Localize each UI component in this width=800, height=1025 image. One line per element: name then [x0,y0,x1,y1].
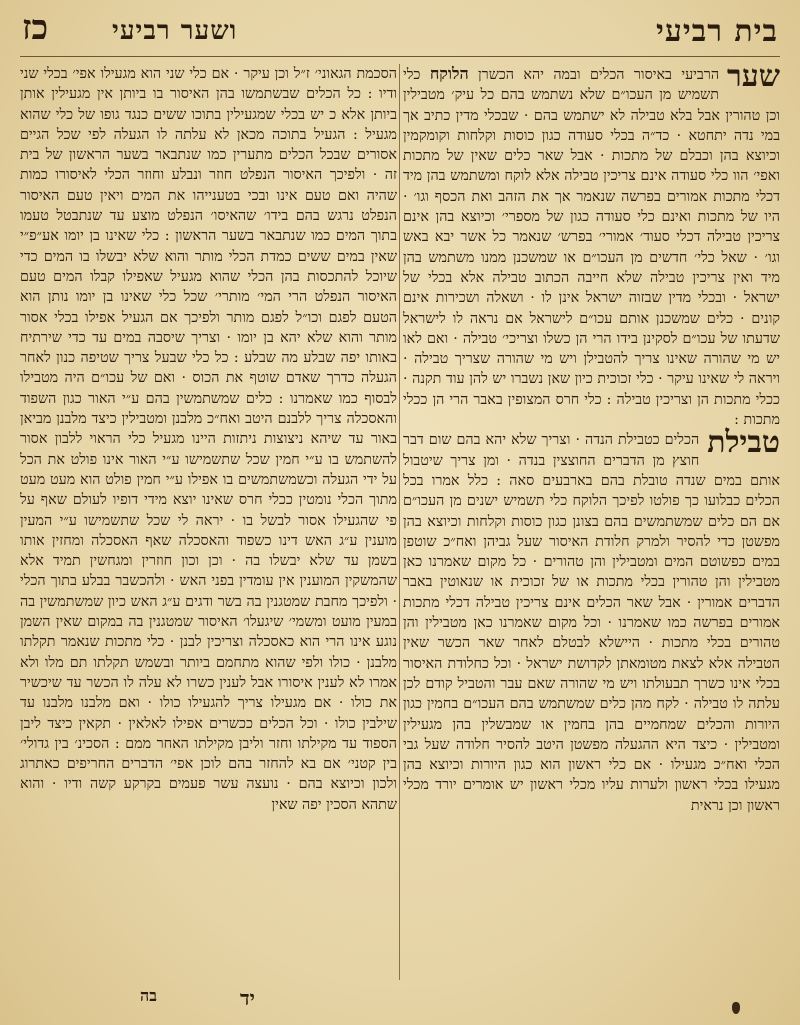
subheading-tevilat: טבילת [707,425,780,461]
opening-word: שער [727,64,780,94]
subheading-halokeach: הלוקח [429,64,469,83]
right-text-column [403,64,780,984]
running-head-left: ושער רביעי [112,16,238,46]
running-head-right: בית רביעי [656,14,778,49]
page-header [22,8,778,54]
section-intro: הרביעי באיסור הכלים ובמה יהא הכשרן [478,67,720,83]
header-rule [20,56,780,57]
catchword: בה [140,986,157,1005]
left-text-column [20,64,397,984]
signature-mark: יד [240,986,255,1010]
ink-blot [732,1002,740,1014]
page-number: כז [22,8,49,48]
column-divider [399,64,400,980]
paragraph-text: הכלים כטבילת הנדה · וצריך שלא יהא בהם שום דבר חוצץ מן הדברים החוצצין בנדה · ומן צריך שיטבול אותם במים שנדה טובלת בהם בארבעים סאה : כלל אמרו בכל הכלים כבלועו כך פולטו לפיכך הלוקח כלי תשמיש ישנים מן העכו״ם אם הם כלים שמשתמשים בהם בצונן כגון כוסות וקלחות וכיוצא בהן מפשטן כדי להסיר ולמרק חלודת האיסור שעל גביהן ואח״כ שוטפן במים כפשוטם המים ומטבילין והן טהורים · כל מקום שאמרנו כאן מטבילין והן טהורין בכלי מתכות או של זכוכית או שנאוטין באבר הדברים אמורין · אבל שאר הכלים אינם צריכין טבילה דכלי מתכות אמורים בפרשה כמו שאמרנו · וכל מקום שאמרנו כאן מטבילין והן טהורים בכלי מתכות · היישלא לבטלם לאחר שאר הכשר שאין הטבילה אלא לצאת מטומאתן לקדושת ישראל · וכל כחלודת האיסור בכלי אינו כשרך תבעולתו ויש מי שהורה שאם עבר והטביל קודם לכן עלתה לו טבילה · לקח מהן כלים שמשתמש בהם העכו״ם בחמין כגון היורות והכלים שמחמיים בהן בחמין או שמבשלין בהן מגעילין ומטבילין · כיצד היא ההגעלה מפשטן היטב להסיר חלודה שעל גבי הכלי ואח״כ מגעילו · אם כלי ראשון הוא כגון היורות וכיוצא בהן מגעילו בכלי ראשון ולערות עליו מכלי ראשון יש אומרים יורד מכלי ראשון וכן נראית [403,432,780,814]
paragraph-text: כלי תשמיש מן העכו״ם שלא נשתמש בהם כל עיק׳ מטבילין וכן טהורין אבל בלא טבילה לא ישתמש בהם · שבכלי מדין כתיב אך במי נדה יתחטא · כד״ה בכלי סעודה כגון כוסות וקלחות וקומקמין וכיוצא בהן וכבלם של מתכות · אבל שאר כלים שאין של מתכות ואפי׳ הוו כלי סעודה אינם צריכין טבילה אלא לוקח ומשתמש בהן מיד דכלי מתכות אמורים בפרשה שנאמר אך את הזהב ואת הכסף וגו׳ · היו של מתכות ואינם כלי סעודה כגון של מספרי׳ וכיוצא בהן אינם צריכין טבילה דכלי סעוד׳ אמורי׳ בפרש׳ שנאמר כל אשר יבא באש וגו׳ · שאל כלי׳ חדשים מן העכו״ם או שמשכנן ממנו משתמש בהן מיד ואין צריכין טבילה שלא חייבה הכתוב טבילה אלא בכלי של ישראל · ובכלי מדין שבזוה ישראל אינן לו · ושאלה ושכירות אינם קונים · כלים שמשכנן אותם עכו״ם לישראל אם נראה לו לישראל שדעתו של עכו״ם לסקינן בידו הרי הן כשלו וצריכי׳ טבילה · ואם לאו יש מי שהורה שאינו צריך להטבילן ויש מי שהורה שצריך טבילה · ויראה לי שאינו עיקר · כלי זכוכית כיון שאן נשברו יש להן עוד תקנה · ככלי מתכות הן וצריכין טבילה : כלי חרס המצופין באבר הרי הן ככלי מתכות : [403,67,780,429]
section-opening [403,64,780,430]
paragraph-text: הסכמת הגאוני׳ ז״ל וכן עיקר · אם כלי שני הוא מגעילו אפי׳ בכלי שני ודיו : כל הכלים שבשתמשו בהן האיסור בו ביותן אין מגעילין אותן ביותן אלא כ יש בכלי שמגעילין בתוכו ששים כנגד גופו של כלי שהוא מגעיל : הגעיל בתוכה מכאן לא עלתה לו הגעלה לפי שכל הגיים אסורים שבכל הכלים מתערין כמו שנתבאר בשער הראשון של בית זה · ולפיכך האיסור הנפלט חוזר ונבלע וחוזר הכלי לאיסורו כמות שהיה ואם טעם אינו ובכי בטענייהו את המים ויאין טעם האיסור הנפלט נרגש בהם בידו׳ שהאיסו׳ הנפלט מוצע עד שנתבטל טעמו בתוך המים כמו שנתבאר בשער הראשון : כלי שאינו בן יומו אע״פ״י שאין במים ששים כמדת הכלי מותר והוא שלא יבשלו בו המים כדי שיוכל להתכסות בהן הכלי שהוא מגעיל שאפילו קבלו המים טעם האיסור הנפלט הרי המי׳ מותרי׳ שכל כלי שאינו בן יומו נותן הוא הטעם לפגם וכו״ל לפגם מותר ולפיכך אם הגעיל אפילו בכלי אסור מותר והוא שלא יהא בן יומו · וצריך שיסבה במים עד כדי שירתיח באותו יפה שבלע מה שבלע : כל כלי שבעל צריך שטיפה כנון לאחר הגעלה כדרך שאדם שוטף את הכוס · ואם של עכו״ם היה מטבילו לבסוף כמו שאמרנו : כלים שמשתמשין בהם ע״י האור כגון השפוד והאסכלה צריך ללבנם היטב ואח״כ מלבנן ומטבילין כיצד מלבנן מביאן באור עד שיהא ניצוצות ניתזות היינו מגעיל כלי הראוי ללבון אסור להשתמש בו ע״י חמין שכל שתשמישו ע״י האור אינו פולט את הכל על ידי הגעלה וכשמשתמשים בו אפילו ע״י חמין פולט הוא מעט מעט מתוך הכלי נומטין ככלי חרס שאינו יוצא מידי דופיו לעולם שאף על פי שהגעילו אסור לבשל בו · יראה לי שכל שתשמישו ע״י המעין מוענין ע״ג האש דינו כשפוד והאסכלה שאף האסכלה ומחזין אותו בשמן עד שלא יבשלו בה · וכן וכון חוזרין ומגחשין תמיד אלא שהמשקין המוענין אין עומדין בפני האש · ולהכשבר בבלע בתוך הכלי · ולפיכך מחבת שמטגנין בה בשר ודגים ע״ג האש כיון שמשתמשין בה במעין מועט ומשמי׳ שיגעלו׳ האיסור שמטגנין בה במקום שאין השמן נוגע אינו הרי הוא כאסכלה וצריכין לבנן · כלי מתכות שנאמר תקלתו מלבנן · כולו ולפי שהוא מתחמם ביותר ובשמש תקלתו תם מלו ולא אמרו לא לענין איסורו אבל לענין כשרו לא עלה לו הכשר עד שיכשיר את כולו · אם מגעילו צריך להגעילו כולו · ואם מלבנו מלבנו עד שילבין כולו · וכל הכלים ככשרים אפילו לאלאין · תקאין כיצד ליבן הספוד עד מקילתו וחזר וליבן מקילתו האחר ממם : הסכינ׳ בין גדולי׳ בין קטני׳ אם בא להחזר בהם לוכן אפי׳ הדברים החריפים כאתרוג ולכון וכיוצא בהם · נועצה עשר פעמים בקרקע קשה ודיו · והוא שתהא הסכין יפה שאין [20,66,397,813]
section-tevilat [403,425,780,816]
